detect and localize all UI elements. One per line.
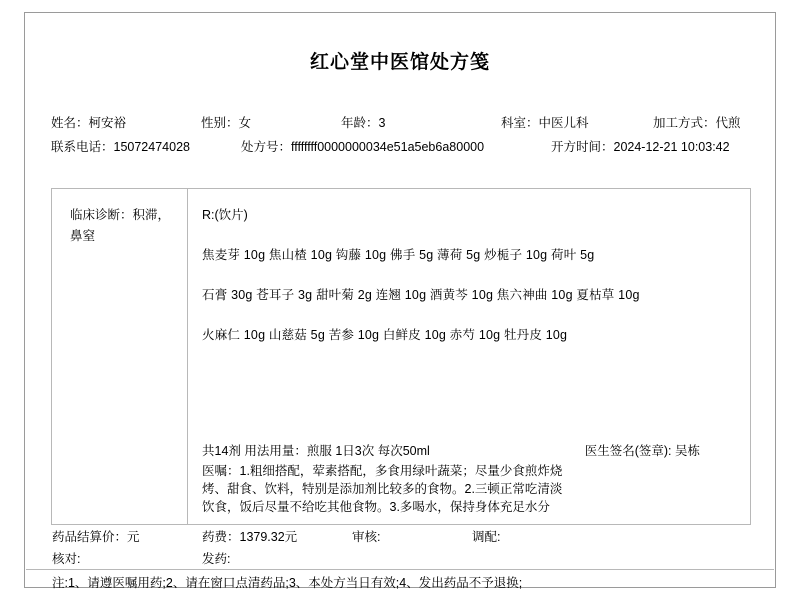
prescription-body	[51, 188, 751, 525]
doctor-advice	[202, 462, 738, 516]
checker: 核对:	[52, 552, 81, 566]
footer-note-text: 注:1、请遵医嘱用药;2、请在窗口点清药品;3、本处方当日有效;4、发出药品不予退换;	[52, 575, 523, 590]
meta-row-2	[51, 134, 749, 158]
patient-phone: 联系电话：15072474028	[51, 140, 190, 154]
advice-line: 烤、甜食、饮料，特别是添加剂比较多的食物。2.三顿正常吃清淡	[202, 481, 563, 496]
drug-settlement-price: 药品结算价：元	[52, 530, 140, 544]
page-title: 红心堂中医馆处方笺	[309, 52, 490, 73]
herb-line: 火麻仁 10g 山慈菇 5g 苦参 10g 白鲜皮 10g 赤芍 10g 牡丹皮 10g	[202, 328, 568, 342]
settlement-section	[26, 525, 774, 593]
prescription-footer	[202, 441, 738, 516]
usage-instructions: 共14剂 用法用量：煎服 1日3次 每次50ml	[202, 443, 430, 458]
herb-line: 焦麦芽 10g 焦山楂 10g 钩藤 10g 佛手 5g 薄荷 5g 炒栀子 10g 荷叶 5g	[202, 248, 595, 262]
prescription-number: 处方号：ffffffff0000000034e51a5eb6a80000	[241, 140, 485, 154]
herb-line: 石膏 30g 苍耳子 3g 甜叶菊 2g 连翘 10g 酒黄芩 10g 焦六神曲 10g 夏枯草 10g	[202, 288, 640, 302]
prescription-header: R:(饮片)	[202, 208, 248, 222]
patient-gender: 性别：女	[201, 116, 252, 130]
processing-method: 加工方式：代煎	[653, 116, 741, 130]
drug-fee: 药费：1379.32元	[202, 530, 298, 544]
clinical-diagnosis: 临床诊断：积滞，鼻窒	[52, 189, 188, 524]
settlement-row-1	[26, 525, 774, 547]
drug-issuer: 发药:	[202, 552, 231, 566]
prescription-sheet	[24, 12, 776, 588]
patient-name: 姓名：柯安裕	[51, 116, 127, 130]
doctor-signature: 医生签名(签章): 吴栋	[584, 443, 700, 458]
settlement-row-2	[26, 547, 774, 569]
footer-note	[26, 569, 774, 593]
department: 科室：中医儿科	[501, 116, 589, 130]
patient-meta	[25, 110, 775, 158]
advice-line: 医嘱：1.粗细搭配，荤素搭配，多食用绿叶蔬菜；尽量少食煎炸烧	[202, 463, 563, 478]
advice-line: 饮食，饭后尽量不给吃其他食物。3.多喝水，保持身体充足水分	[202, 499, 550, 514]
reviewer: 审核:	[352, 530, 381, 544]
meta-row-1	[51, 110, 749, 134]
prescription-content	[188, 189, 750, 524]
dispenser: 调配:	[472, 530, 501, 544]
patient-age: 年龄：3	[341, 116, 386, 130]
prescription-time: 开方时间：2024-12-21 10:03:42	[551, 140, 730, 154]
usage-row	[202, 441, 738, 459]
